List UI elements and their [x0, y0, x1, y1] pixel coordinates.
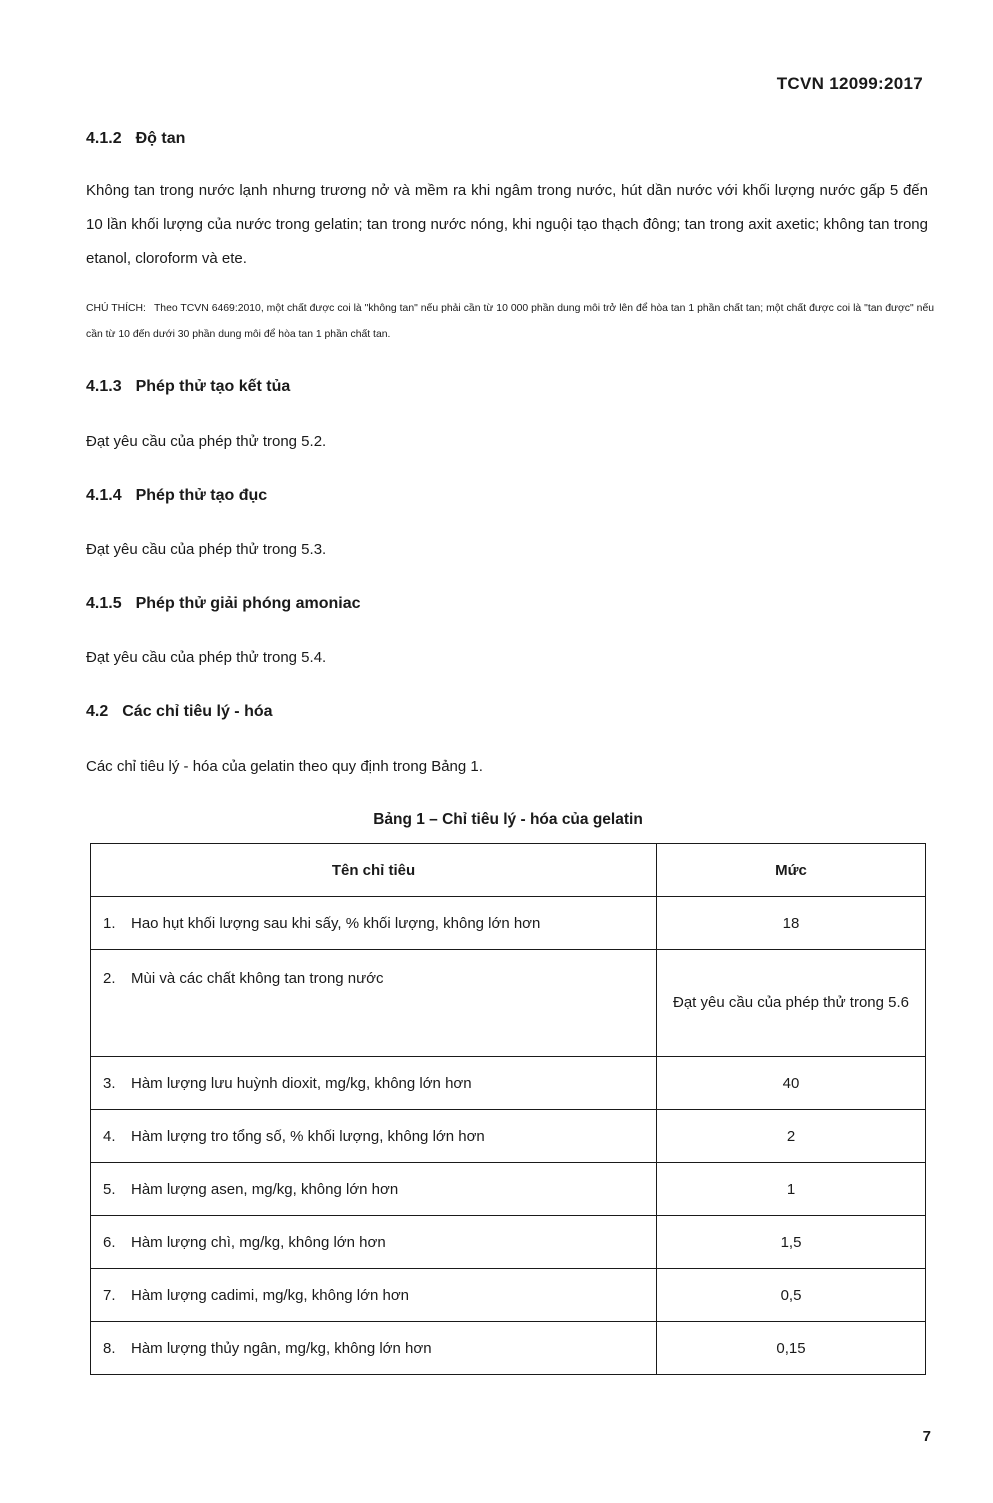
- row-name-cell: [91, 1057, 657, 1110]
- heading-4-1-5: [86, 595, 361, 613]
- row-level: 18: [657, 897, 926, 950]
- row-index: 5.: [103, 1180, 116, 1198]
- heading-title: Phép thử giải phóng amoniac: [135, 595, 361, 612]
- page-number: 7: [922, 1428, 931, 1445]
- table-row: [91, 1110, 926, 1163]
- section-text: Đạt yêu cầu của phép thử trong 5.3.: [86, 541, 327, 558]
- note-text: Theo TCVN 6469:2010, một chất được coi là "không tan" nếu phải cần từ 10 000 phần dung môi trở lên để hòa tan 1 phần chất tan; một chất được coi là "tan được" nếu cần từ 10 đến dưới 30 phần dung môi để hòa tan 1 phần chất tan.: [86, 303, 935, 340]
- heading-number: 4.2: [86, 703, 109, 720]
- row-name: Hao hụt khối lượng sau khi sấy, % khối lượng, không lớn hơn: [131, 914, 541, 932]
- heading-title: Phép thử tạo kết tủa: [135, 378, 291, 395]
- row-name-cell: [91, 1269, 657, 1322]
- header-name: Tên chỉ tiêu: [91, 844, 657, 897]
- row-index: 2.: [103, 970, 116, 987]
- table-header-row: [91, 844, 926, 897]
- row-name-cell: [91, 1110, 657, 1163]
- row-name-cell: [91, 897, 657, 950]
- heading-4-2: [86, 703, 273, 721]
- row-name-cell: [91, 950, 657, 1057]
- heading-number: 4.1.2: [86, 130, 122, 147]
- table-title: Bảng 1 – Chỉ tiêu lý - hóa của gelatin: [373, 811, 643, 828]
- heading-title: Các chỉ tiêu lý - hóa: [122, 703, 273, 720]
- note-paragraph: [86, 296, 934, 348]
- row-index: 6.: [103, 1233, 116, 1251]
- row-level: 2: [657, 1110, 926, 1163]
- heading-4-1-3: [86, 378, 290, 396]
- row-index: 3.: [103, 1074, 116, 1092]
- solubility-paragraph: Không tan trong nước lạnh nhưng trương nở và mềm ra khi ngâm trong nước, hút dần nước với khối lượng nước gấp 5 đến 10 lần khối lượng của nước trong gelatin; tan trong nước nóng, khi nguội tạo thạch đông; tan trong axit axetic; không tan trong etanol, cloroform và ete.: [86, 182, 928, 267]
- heading-4-1-2: [86, 130, 185, 148]
- heading-title: Độ tan: [135, 130, 186, 147]
- heading-number: 4.1.3: [86, 378, 122, 395]
- table-row: [91, 1216, 926, 1269]
- row-level: 0,5: [657, 1269, 926, 1322]
- heading-4-1-4: [86, 487, 267, 505]
- row-name-cell: [91, 1216, 657, 1269]
- header-level: Mức: [657, 844, 926, 897]
- table-row: [91, 950, 926, 1057]
- row-name: Hàm lượng lưu huỳnh dioxit, mg/kg, không lớn hơn: [131, 1074, 472, 1092]
- row-name: Hàm lượng asen, mg/kg, không lớn hơn: [131, 1180, 399, 1198]
- section-text: Đạt yêu cầu của phép thử trong 5.4.: [86, 649, 327, 666]
- row-name: Hàm lượng cadimi, mg/kg, không lớn hơn: [131, 1286, 409, 1304]
- row-index: 1.: [103, 914, 116, 932]
- row-name: Hàm lượng chì, mg/kg, không lớn hơn: [131, 1233, 386, 1251]
- heading-number: 4.1.5: [86, 595, 122, 612]
- row-name: Hàm lượng thủy ngân, mg/kg, không lớn hơn: [131, 1339, 432, 1357]
- section-text: Đạt yêu cầu của phép thử trong 5.2.: [86, 433, 327, 450]
- row-name: Hàm lượng tro tổng số, % khối lượng, không lớn hơn: [131, 1127, 485, 1145]
- table-row: [91, 1163, 926, 1216]
- row-name-cell: [91, 1163, 657, 1216]
- section-text: Các chỉ tiêu lý - hóa của gelatin theo quy định trong Bảng 1.: [86, 758, 483, 775]
- row-level: 0,15: [657, 1322, 926, 1375]
- row-index: 4.: [103, 1127, 116, 1145]
- table-row: [91, 1057, 926, 1110]
- table-row: [91, 1322, 926, 1375]
- row-level: 40: [657, 1057, 926, 1110]
- spec-table: [90, 843, 926, 1375]
- document-code: TCVN 12099:2017: [776, 74, 923, 93]
- row-index: 8.: [103, 1339, 116, 1357]
- row-name-cell: [91, 1322, 657, 1375]
- heading-number: 4.1.4: [86, 487, 122, 504]
- table-row: [91, 897, 926, 950]
- row-level: 1: [657, 1163, 926, 1216]
- row-name: Mùi và các chất không tan trong nước: [131, 970, 384, 987]
- note-label: CHÚ THÍCH:: [86, 303, 146, 314]
- table-row: [91, 1269, 926, 1322]
- row-level: 1,5: [657, 1216, 926, 1269]
- row-level: Đạt yêu cầu của phép thử trong 5.6: [657, 950, 926, 1057]
- row-index: 7.: [103, 1286, 116, 1304]
- heading-title: Phép thử tạo đục: [135, 487, 268, 504]
